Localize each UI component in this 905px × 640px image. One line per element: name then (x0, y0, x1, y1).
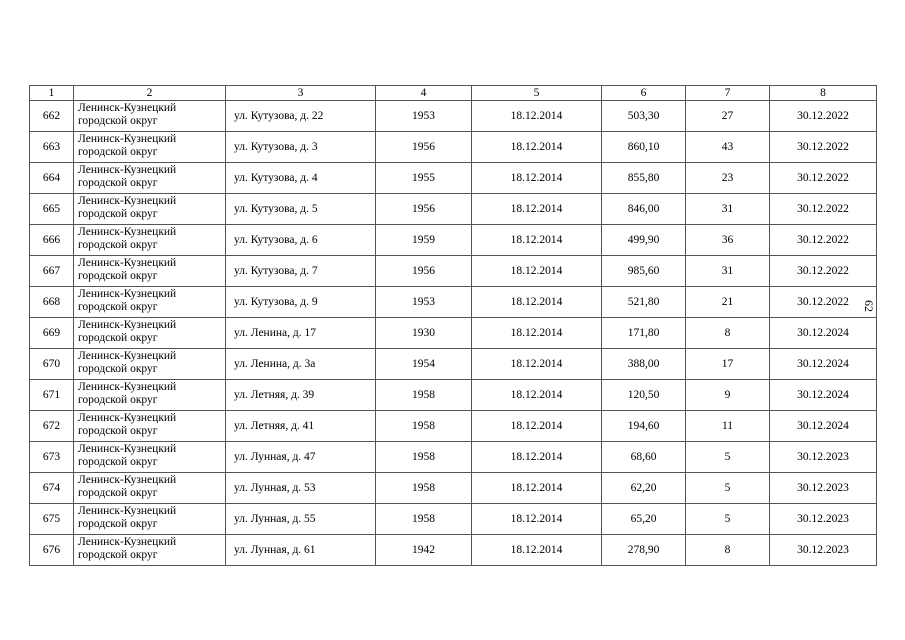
year-cell: 1953 (376, 287, 472, 318)
deadline-cell: 30.12.2023 (770, 535, 877, 566)
municipality-cell: Ленинск-Кузнецкий городской округ (74, 535, 226, 566)
column-number-cell: 2 (74, 86, 226, 101)
date-cell: 18.12.2014 (472, 473, 602, 504)
date-cell: 18.12.2014 (472, 194, 602, 225)
column-number-cell: 7 (686, 86, 770, 101)
row-number-cell: 664 (30, 163, 74, 194)
area-cell: 171,80 (602, 318, 686, 349)
count-cell: 5 (686, 473, 770, 504)
date-cell: 18.12.2014 (472, 349, 602, 380)
table-row (30, 411, 877, 442)
table-row (30, 473, 877, 504)
deadline-cell: 30.12.2022 (770, 163, 877, 194)
count-cell: 36 (686, 225, 770, 256)
row-number-cell: 662 (30, 101, 74, 132)
column-number-cell: 3 (226, 86, 376, 101)
count-cell: 43 (686, 132, 770, 163)
address-cell: ул. Кутузова, д. 3 (226, 132, 376, 163)
address-cell: ул. Кутузова, д. 7 (226, 256, 376, 287)
date-cell: 18.12.2014 (472, 504, 602, 535)
date-cell: 18.12.2014 (472, 535, 602, 566)
count-cell: 5 (686, 504, 770, 535)
table-row (30, 132, 877, 163)
count-cell: 17 (686, 349, 770, 380)
table-row (30, 194, 877, 225)
row-number-cell: 674 (30, 473, 74, 504)
deadline-cell: 30.12.2023 (770, 442, 877, 473)
deadline-cell: 30.12.2024 (770, 318, 877, 349)
year-cell: 1958 (376, 473, 472, 504)
area-cell: 499,90 (602, 225, 686, 256)
municipality-cell: Ленинск-Кузнецкий городской округ (74, 101, 226, 132)
area-cell: 521,80 (602, 287, 686, 318)
year-cell: 1956 (376, 194, 472, 225)
year-cell: 1958 (376, 411, 472, 442)
year-cell: 1958 (376, 442, 472, 473)
count-cell: 27 (686, 101, 770, 132)
table-row (30, 349, 877, 380)
area-cell: 194,60 (602, 411, 686, 442)
address-cell: ул. Лунная, д. 47 (226, 442, 376, 473)
area-cell: 120,50 (602, 380, 686, 411)
deadline-cell: 30.12.2024 (770, 411, 877, 442)
row-number-cell: 676 (30, 535, 74, 566)
count-cell: 11 (686, 411, 770, 442)
row-number-cell: 666 (30, 225, 74, 256)
deadline-cell: 30.12.2023 (770, 504, 877, 535)
table-row (30, 504, 877, 535)
municipality-cell: Ленинск-Кузнецкий городской округ (74, 411, 226, 442)
municipality-cell: Ленинск-Кузнецкий городской округ (74, 132, 226, 163)
deadline-cell: 30.12.2022 (770, 287, 877, 318)
area-cell: 985,60 (602, 256, 686, 287)
year-cell: 1956 (376, 132, 472, 163)
table-row (30, 101, 877, 132)
year-cell: 1954 (376, 349, 472, 380)
date-cell: 18.12.2014 (472, 225, 602, 256)
count-cell: 9 (686, 380, 770, 411)
count-cell: 31 (686, 194, 770, 225)
area-cell: 62,20 (602, 473, 686, 504)
municipality-cell: Ленинск-Кузнецкий городской округ (74, 473, 226, 504)
address-cell: ул. Кутузова, д. 22 (226, 101, 376, 132)
count-cell: 31 (686, 256, 770, 287)
table-row (30, 380, 877, 411)
date-cell: 18.12.2014 (472, 163, 602, 194)
address-cell: ул. Ленина, д. 17 (226, 318, 376, 349)
row-number-cell: 667 (30, 256, 74, 287)
count-cell: 5 (686, 442, 770, 473)
date-cell: 18.12.2014 (472, 318, 602, 349)
table-row (30, 318, 877, 349)
municipality-cell: Ленинск-Кузнецкий городской округ (74, 318, 226, 349)
area-cell: 855,80 (602, 163, 686, 194)
row-number-cell: 675 (30, 504, 74, 535)
municipality-cell: Ленинск-Кузнецкий городской округ (74, 225, 226, 256)
deadline-cell: 30.12.2022 (770, 132, 877, 163)
deadline-cell: 30.12.2023 (770, 473, 877, 504)
date-cell: 18.12.2014 (472, 287, 602, 318)
municipality-cell: Ленинск-Кузнецкий городской округ (74, 442, 226, 473)
year-cell: 1959 (376, 225, 472, 256)
municipality-cell: Ленинск-Кузнецкий городской округ (74, 163, 226, 194)
row-number-cell: 668 (30, 287, 74, 318)
column-number-cell: 8 (770, 86, 877, 101)
address-cell: ул. Летняя, д. 41 (226, 411, 376, 442)
row-number-cell: 670 (30, 349, 74, 380)
count-cell: 8 (686, 318, 770, 349)
address-cell: ул. Лунная, д. 53 (226, 473, 376, 504)
area-cell: 846,00 (602, 194, 686, 225)
deadline-cell: 30.12.2022 (770, 225, 877, 256)
row-number-cell: 673 (30, 442, 74, 473)
deadline-cell: 30.12.2022 (770, 256, 877, 287)
area-cell: 68,60 (602, 442, 686, 473)
row-number-cell: 665 (30, 194, 74, 225)
page-number: 62 (862, 300, 876, 312)
year-cell: 1958 (376, 380, 472, 411)
address-cell: ул. Кутузова, д. 6 (226, 225, 376, 256)
area-cell: 278,90 (602, 535, 686, 566)
table-row (30, 225, 877, 256)
deadline-cell: 30.12.2024 (770, 349, 877, 380)
area-cell: 860,10 (602, 132, 686, 163)
column-number-cell: 4 (376, 86, 472, 101)
column-number-cell: 1 (30, 86, 74, 101)
area-cell: 503,30 (602, 101, 686, 132)
column-number-row (30, 86, 877, 101)
year-cell: 1955 (376, 163, 472, 194)
area-cell: 388,00 (602, 349, 686, 380)
address-cell: ул. Лунная, д. 55 (226, 504, 376, 535)
year-cell: 1956 (376, 256, 472, 287)
row-number-cell: 663 (30, 132, 74, 163)
table-row (30, 442, 877, 473)
deadline-cell: 30.12.2024 (770, 380, 877, 411)
table-row (30, 163, 877, 194)
date-cell: 18.12.2014 (472, 380, 602, 411)
date-cell: 18.12.2014 (472, 132, 602, 163)
area-cell: 65,20 (602, 504, 686, 535)
municipality-cell: Ленинск-Кузнецкий городской округ (74, 194, 226, 225)
address-cell: ул. Летняя, д. 39 (226, 380, 376, 411)
address-cell: ул. Кутузова, д. 5 (226, 194, 376, 225)
column-number-cell: 6 (602, 86, 686, 101)
table-row (30, 256, 877, 287)
municipality-cell: Ленинск-Кузнецкий городской округ (74, 287, 226, 318)
address-cell: ул. Ленина, д. 3а (226, 349, 376, 380)
table-row (30, 535, 877, 566)
date-cell: 18.12.2014 (472, 256, 602, 287)
municipality-cell: Ленинск-Кузнецкий городской округ (74, 380, 226, 411)
municipality-cell: Ленинск-Кузнецкий городской округ (74, 349, 226, 380)
row-number-cell: 671 (30, 380, 74, 411)
deadline-cell: 30.12.2022 (770, 101, 877, 132)
table-body (30, 101, 877, 566)
table-row (30, 287, 877, 318)
address-cell: ул. Кутузова, д. 9 (226, 287, 376, 318)
municipality-cell: Ленинск-Кузнецкий городской округ (74, 504, 226, 535)
year-cell: 1958 (376, 504, 472, 535)
housing-table (29, 85, 877, 566)
municipality-cell: Ленинск-Кузнецкий городской округ (74, 256, 226, 287)
address-cell: ул. Кутузова, д. 4 (226, 163, 376, 194)
count-cell: 21 (686, 287, 770, 318)
address-cell: ул. Лунная, д. 61 (226, 535, 376, 566)
column-number-cell: 5 (472, 86, 602, 101)
row-number-cell: 669 (30, 318, 74, 349)
deadline-cell: 30.12.2022 (770, 194, 877, 225)
count-cell: 8 (686, 535, 770, 566)
year-cell: 1930 (376, 318, 472, 349)
date-cell: 18.12.2014 (472, 411, 602, 442)
date-cell: 18.12.2014 (472, 442, 602, 473)
year-cell: 1942 (376, 535, 472, 566)
date-cell: 18.12.2014 (472, 101, 602, 132)
year-cell: 1953 (376, 101, 472, 132)
row-number-cell: 672 (30, 411, 74, 442)
count-cell: 23 (686, 163, 770, 194)
